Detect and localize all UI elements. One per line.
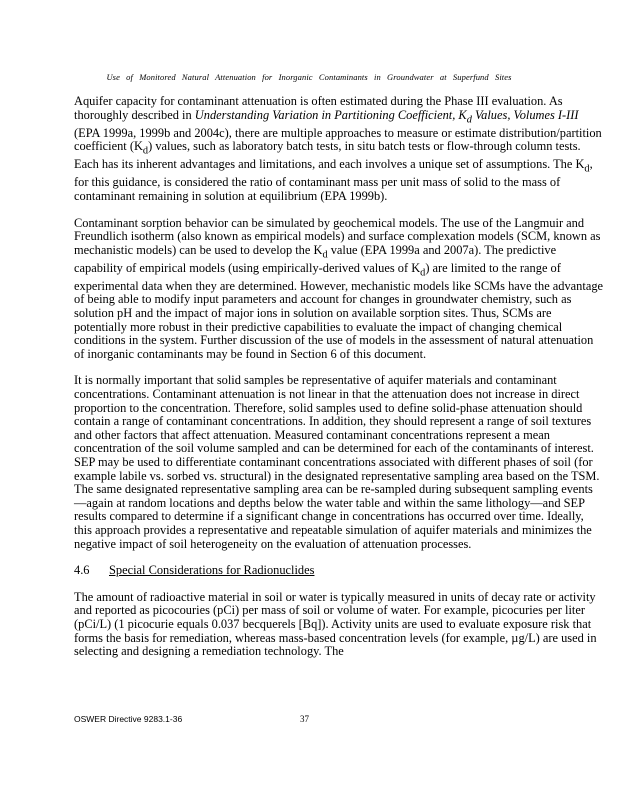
- running-header: Use of Monitored Natural Attenuation for Inorganic Contaminants in Groundwater at Superfund Sites: [106, 72, 512, 82]
- footer-directive: OSWER Directive 9283.1-36: [74, 714, 183, 724]
- paragraph-representative-samples: It is normally important that solid samples be representative of aquifer materials and contaminant concentrations. Contaminant attenuation is not linear in that the attenuation does not increase in direct proportion to the concentration. Therefore, solid samples used to define solid-phase attenuation should contain a range of contaminant concentrations. In addition, they should represent a range of soil textures and other factors that affect attenuation. Measured contaminant concentrations represent a mean concentration of the soil volume sampled and can be determined for each of the contaminants of interest. SEP may be used to differentiate contaminant concentrations associated with different phases of soil (for example labile vs. sorbed vs. structural) in the designated representative sampling area based on the TSM. The same designated representative sampling area can be re-sampled during subsequent sampling events—again at random locations and depths below the water table and within the same lithology—and SEP results compared to determine if a significant change in concentrations has occurred over time. Ideally, this approach provides a representative and repeatable simulation of aquifer materials and minimizes the negative impact of soil heterogeneity on the evaluation of attenuation processes.: [74, 373, 600, 551]
- body-text: [74, 95, 604, 672]
- paragraph-sorption-models: Contaminant sorption behavior can be simulated by geochemical models. The use of the Langmuir and Freundlich isotherm (also known as empirical models) and surface complexation models (SCM, known as mechanistic models) can be used to develop the $K_d$ value (EPA 1999a and 2007a). The predictive capability of empirical models (using empirically-derived values of $K_d$) are limited to the range of experimental data when they are determined. However, mechanistic models like SCMs have the advantage of being able to modify input parameters and account for changes in groundwater chemistry, such as solution pH and the impact of major ions in solution on available sorption sites. Thus, SCMs are potentially more robust in their predictive capabilities to evaluate the impact of changing chemical conditions in the system. Further discussion of the use of models in the assessment of natural attenuation of inorganic contaminants may be found in Section 6 of this document.: [74, 215, 604, 361]
- section-number: 4.6: [74, 563, 90, 578]
- section-title: Special Considerations for Radionuclides: [109, 563, 315, 578]
- paragraph-aquifer-capacity: Aquifer capacity for contaminant attenuation is often estimated during the Phase III evaluation. As thoroughly described in Understanding Variation in Partitioning Coefficient, $K_d$ Values, Volumes I-III (EPA 1999a, 1999b and 2004c), there are multiple approaches to measure or estimate distribution/partition coefficient $(K_d)$ values, such as laboratory batch tests, in situ batch tests or flow-through column tests. Each has its inherent advantages and limitations, and each involves a unique set of assumptions. The $K_d$, for this guidance, is considered the ratio of contaminant mass per unit mass of solid to the mass of contaminant remaining in solution at equilibrium (EPA 1999b).: [74, 94, 602, 203]
- paragraph-radioactive-units: The amount of radioactive material in soil or water is typically measured in units of decay rate or activity and reported as picocouries (pCi) per mass of soil or volume of water. For example, picocuries per liter (pCi/L) (1 picocurie equals 0.037 becquerels [Bq]). Activity units are used to evaluate exposure risk that forms the basis for remediation, whereas mass-based concentration levels (for example, µg/L) are used in selecting and designing a remediation technology. The: [74, 589, 597, 659]
- page-number: 37: [300, 714, 309, 724]
- cited-title: Understanding Variation in Partitioning Coefficient, $K_d$ Values, Volumes I-III: [194, 107, 579, 126]
- section-heading: [74, 564, 604, 578]
